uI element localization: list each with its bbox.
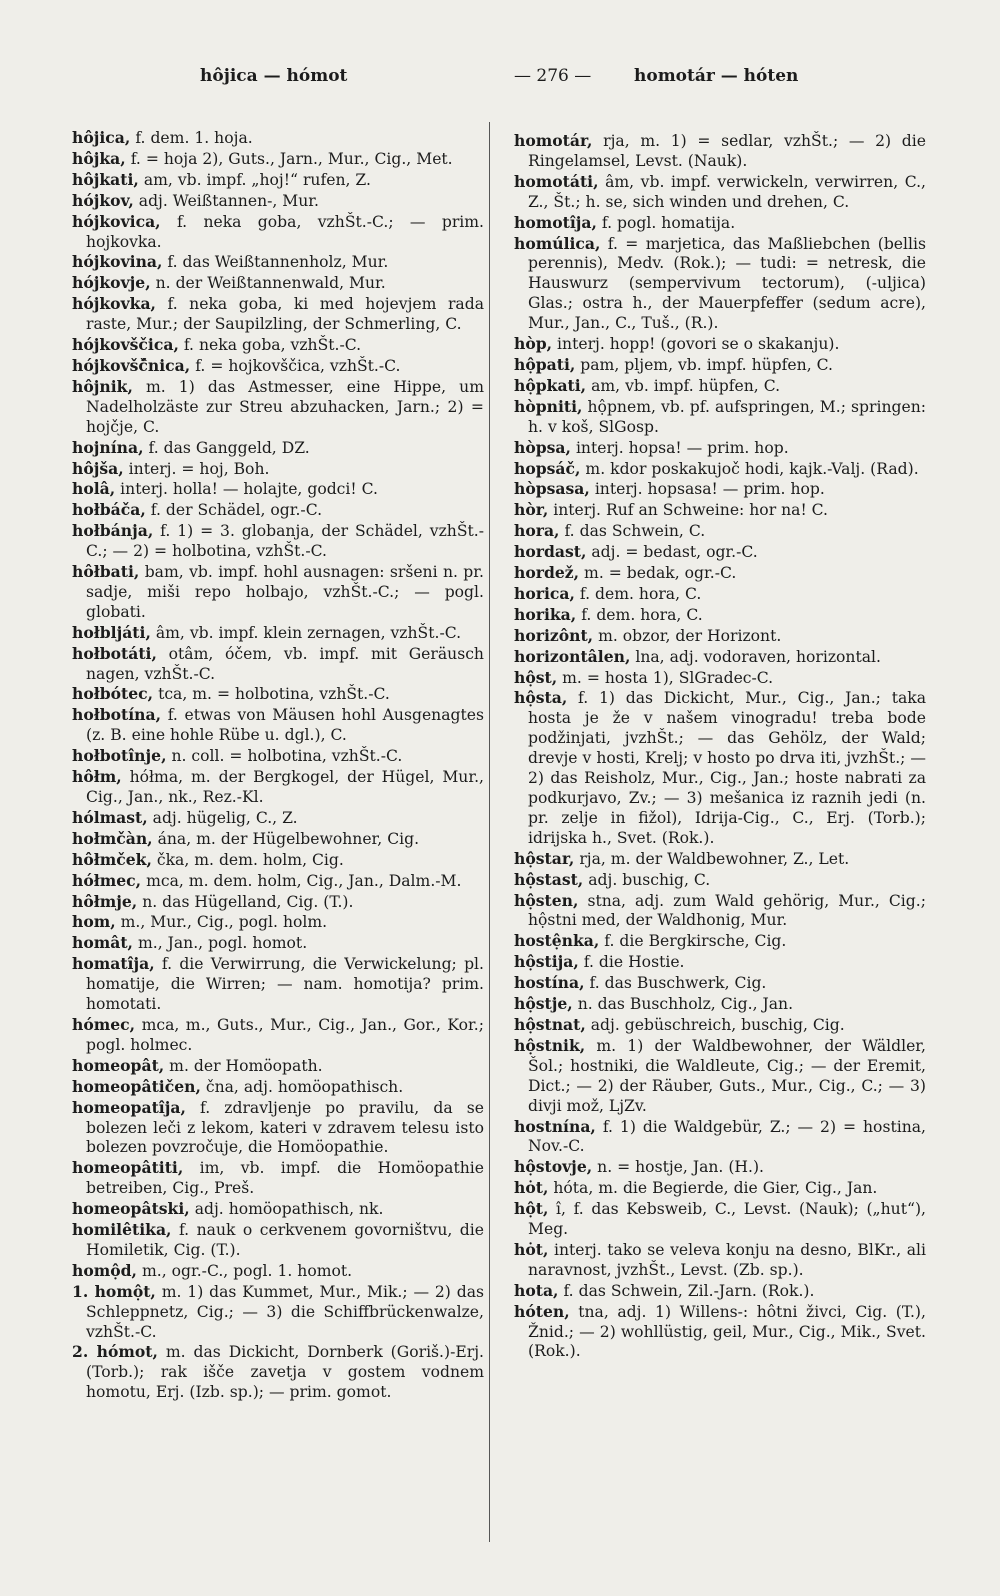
dictionary-entry	[514, 397, 926, 438]
dictionary-entry	[72, 149, 484, 170]
dictionary-entry	[514, 131, 926, 172]
dictionary-entry	[72, 850, 484, 871]
entry-headword: hómec,	[72, 1014, 136, 1034]
dictionary-entry	[72, 954, 484, 1015]
dictionary-entry	[514, 931, 926, 952]
entry-definition: m. obzor, der Horizont.	[598, 626, 782, 645]
entry-definition: m. kdor poskakujoč hodi, kajk.-Valj. (Rad).	[585, 459, 919, 478]
dictionary-entry	[514, 1199, 926, 1240]
entry-headword: hota,	[514, 1280, 559, 1300]
entry-definition: adj. = bedast, ogr.-C.	[591, 543, 758, 562]
entry-headword: hółmec,	[72, 870, 142, 890]
entry-headword: hóten,	[514, 1301, 570, 1321]
entry-definition: interj. Ruf an Schweine: hor na! C.	[553, 501, 828, 520]
dictionary-entry	[514, 668, 926, 689]
dictionary-entry	[72, 377, 484, 438]
dictionary-entry	[72, 912, 484, 933]
entry-headword: hom,	[72, 912, 116, 932]
entry-definition: stna, adj. zum Wald gehörig, Mur., Cig.; hộstni med, der Waldhonig, Mur.	[528, 891, 926, 930]
entry-definition: interj. holla! — holajte, godci! C.	[120, 480, 378, 499]
dictionary-entry	[514, 1117, 926, 1158]
entry-headword: hołbotáti,	[72, 643, 157, 663]
entry-headword: hostệnka,	[514, 931, 600, 951]
entry-headword: hôjša,	[72, 458, 124, 478]
dictionary-entry	[514, 1240, 926, 1281]
dictionary-entry	[72, 705, 484, 746]
entry-definition: f. neka goba, vzhŠt.-C.; — prim. hojkovka.	[86, 212, 484, 251]
entry-definition: f. der Schädel, ogr.-C.	[150, 501, 323, 520]
entry-definition: f. = marjetica, das Maßliebchen (bellis perennis), Medv. (Rok.); — tudi: = netresk, die Hauswurz (sempervivum tectorum), (-uljica) Glas.; ostra h., der Mauerpfeffer (sedum acre), Mur., Jan., C., Tuš., (R.).	[528, 234, 926, 333]
entry-definition: m. das Dickicht, Dornberk (Goriš.)-Erj. (Torb.); rak išče zavetja v gostem vodnem homotu, Erj. (Izb. sp.); — prim. gomot.	[86, 1343, 484, 1402]
entry-headword: homotîja,	[514, 212, 597, 232]
entry-definition: adj. hügelig, C., Z.	[152, 808, 298, 827]
entry-definition: f. 1) = 3. globanja, der Schädel, vzhŠt.-C.; — 2) = holbotina, vzhŠt.-C.	[86, 522, 485, 561]
entry-headword: hộstnik,	[514, 1035, 586, 1055]
dictionary-entry	[72, 1342, 484, 1403]
entry-headword: homúlica,	[514, 233, 601, 253]
entry-definition: bam, vb. impf. hohl ausnagen: sršeni n. pr. sadje, miši repo holbajo, vzhŠt.-C.; — pogl. globati.	[86, 563, 484, 621]
page-number: — 276 —	[514, 66, 592, 86]
entry-definition: lna, adj. vodoraven, horizontal.	[635, 647, 881, 666]
entry-definition: mca, m., Guts., Mur., Cig., Jan., Gor., Kor.; pogl. holmec.	[86, 1015, 484, 1054]
entry-definition: am, vb. impf. hüpfen, C.	[591, 376, 781, 395]
entry-headword: hopsáč,	[514, 458, 581, 478]
entry-headword: hojnína,	[72, 437, 144, 457]
dictionary-entry	[72, 562, 484, 623]
dictionary-entry	[514, 973, 926, 994]
entry-headword: horizontâlen,	[514, 646, 631, 666]
entry-definition: mca, m. dem. holm, Cig., Jan., Dalm.-M.	[146, 871, 462, 890]
dictionary-entry	[72, 1098, 484, 1159]
entry-headword: hôjica,	[72, 128, 131, 147]
entry-definition: hółma, m. der Bergkogel, der Hügel, Mur., Cig., Jan., nk., Rez.-Kl.	[86, 768, 484, 806]
dictionary-entry	[72, 252, 484, 273]
dictionary-entry	[72, 294, 484, 335]
entry-headword: 1. homột,	[72, 1281, 156, 1301]
entry-definition: m. = hosta 1), SlGradec-C.	[562, 668, 774, 687]
dictionary-entry	[514, 521, 926, 542]
entry-definition: interj. tako se veleva konju na desno, BlKr., ali naravnost, jvzhŠt., Levst. (Zb. sp.).	[528, 1240, 926, 1279]
entry-headword: hołbotína,	[72, 705, 162, 725]
entry-headword: hòpsasa,	[514, 479, 590, 499]
dictionary-entry	[72, 335, 484, 356]
entry-definition: f. zdravljenje po pravilu, da se bolezen leči z lekom, kateri v zdravem telesu isto bolezen povzročuje, die Homöopathie.	[86, 1098, 484, 1157]
dictionary-entry	[514, 376, 926, 397]
entry-headword: 2. hómot,	[72, 1342, 158, 1362]
entry-definition: f. neka goba, vzhŠt.-C.	[183, 336, 362, 355]
entry-headword: hộstast,	[514, 869, 584, 889]
dictionary-entry	[72, 933, 484, 954]
entry-headword: hộstovje,	[514, 1157, 593, 1177]
entry-definition: f. = hoja 2), Guts., Jarn., Mur., Cig., Met.	[130, 149, 453, 168]
entry-definition: f. dem. hora, C.	[581, 605, 703, 624]
entry-definition: interj. = hoj, Boh.	[128, 459, 270, 478]
entry-headword: hójkovka,	[72, 294, 156, 314]
entry-headword: hôjka,	[72, 148, 126, 168]
entry-headword: hôłm,	[72, 767, 122, 787]
entry-headword: hộpkati,	[514, 375, 587, 395]
dictionary-entry	[514, 849, 926, 870]
entry-definition: f. etwas von Mäusen hohl Ausgenagtes (z. B. eine hohle Rübe u. dgl.), C.	[86, 706, 484, 745]
dictionary-entry	[72, 1261, 484, 1282]
entry-headword: hójkovina,	[72, 252, 163, 272]
entry-definition: adj. buschig, C.	[588, 870, 711, 889]
entry-definition: adj. homöopathisch, nk.	[194, 1200, 384, 1219]
entry-headword: hołbljáti,	[72, 622, 151, 642]
dictionary-entry	[72, 1015, 484, 1056]
entry-headword: horizônt,	[514, 625, 594, 645]
entry-definition: f. dem. hora, C.	[579, 584, 702, 603]
dictionary-entry	[514, 479, 926, 500]
entry-definition: ána, m. der Hügelbewohner, Cig.	[157, 829, 420, 848]
entry-headword: homộd,	[72, 1260, 137, 1280]
entry-definition: f. neka goba, ki med hojevjem rada raste, Mur.; der Saupilzling, der Schmerling, C.	[86, 295, 484, 334]
dictionary-entry	[72, 644, 484, 685]
entry-headword: hộstija,	[514, 952, 579, 972]
entry-definition: m. der Homöopath.	[169, 1056, 323, 1075]
header-left-guideword: hôjica — hómot	[200, 66, 348, 86]
entry-definition: f. nauk o cerkvenem govorništvu, die Homiletik, Cig. (T.).	[86, 1221, 485, 1259]
dictionary-entry	[514, 1157, 926, 1178]
entry-headword: hộstar,	[514, 848, 575, 868]
dictionary-entry	[514, 438, 926, 459]
entry-definition: n. das Buschholz, Cig., Jan.	[577, 995, 794, 1014]
entry-headword: hołbotînje,	[72, 746, 167, 766]
entry-definition: âm, vb. impf. verwickeln, verwirren, C., Z., Št.; h. se, sich winden und drehen, C.	[528, 172, 926, 211]
dictionary-entry	[72, 212, 484, 253]
entry-headword: hójkovšč̂nica,	[72, 355, 191, 375]
entry-definition: f. die Verwirrung, die Verwickelung; pl. homatije, die Wirren; — nam. homotija? prim. homotati.	[86, 955, 484, 1014]
entry-definition: f. das Schwein, Zil.-Jarn. (Rok.).	[563, 1281, 815, 1300]
dictionary-entry	[72, 1077, 484, 1098]
dictionary-entry	[514, 1281, 926, 1302]
entry-headword: hora,	[514, 521, 560, 541]
entry-headword: hójkovica,	[72, 211, 161, 231]
dictionary-entry	[72, 1199, 484, 1220]
entry-definition: m. 1) das Astmesser, eine Hippe, um Nadelholzäste zur Streu abzuhacken, Jarn.; 2) = hojčje, C.	[86, 377, 484, 436]
dictionary-entry	[72, 191, 484, 212]
entry-definition: čna, adj. homöopathisch.	[205, 1077, 404, 1096]
dictionary-entry	[72, 767, 484, 808]
entry-definition: im, vb. impf. die Homöopathie betreiben, Cig., Preš.	[86, 1159, 484, 1198]
dictionary-entry	[514, 234, 926, 335]
entry-definition: f. das Weißtannenholz, Mur.	[167, 253, 389, 272]
entry-headword: hòp,	[514, 334, 553, 354]
entry-definition: f. das Schwein, C.	[564, 522, 706, 541]
entry-definition: f. = hojkovščica, vzhŠt.-C.	[195, 356, 401, 375]
entry-definition: hóta, m. die Begierde, die Gier, Cig., Jan.	[553, 1179, 878, 1198]
entry-definition: hộpnem, vb. pf. aufspringen, M.; springen: h. v koš, SlGosp.	[528, 397, 926, 436]
entry-definition: f. die Hostie.	[583, 953, 685, 972]
entry-headword: homatîja,	[72, 954, 155, 974]
entry-headword: hộpati,	[514, 354, 576, 374]
dictionary-entry	[72, 684, 484, 705]
entry-definition: m., Mur., Cig., pogl. holm.	[120, 913, 328, 932]
entry-headword: hołbánja,	[72, 521, 154, 541]
dictionary-entry	[514, 1302, 926, 1363]
entry-definition: adj. gebüschreich, buschig, Cig.	[590, 1015, 845, 1034]
entry-headword: hołbáča,	[72, 500, 146, 520]
dictionary-entry	[514, 952, 926, 973]
dictionary-entry	[72, 871, 484, 892]
entry-headword: homât,	[72, 933, 133, 953]
entry-definition: f. dem. 1. hoja.	[135, 129, 253, 147]
entry-headword: hôjnik,	[72, 376, 133, 396]
entry-headword: homeopatîja,	[72, 1097, 186, 1117]
entry-headword: hòpniti,	[514, 396, 583, 416]
entry-definition: tca, m. = holbotina, vzhŠt.-C.	[158, 685, 390, 704]
entry-definition: m. = bedak, ogr.-C.	[584, 564, 737, 583]
dictionary-entry	[514, 213, 926, 234]
entry-headword: homeopâtiti,	[72, 1158, 184, 1178]
entry-headword: hordež,	[514, 563, 580, 583]
dictionary-entry	[72, 170, 484, 191]
entry-headword: hòpsa,	[514, 437, 571, 457]
entry-definition: interj. hopp! (govori se o skakanju).	[557, 335, 840, 354]
entry-definition: adj. Weißtannen-, Mur.	[138, 191, 320, 210]
entry-definition: f. die Bergkirsche, Cig.	[604, 932, 787, 951]
entry-definition: čka, m. dem. holm, Cig.	[156, 850, 344, 869]
entry-definition: f. 1) das Dickicht, Mur., Cig., Jan.; taka hosta je že v našem vinogradu! treba bode podžinjati, jvzhŠt.; — das Gehölz, der Wald; drevje v hosti, Krelj; v hosto po drva iti, jvzhŠt.; — 2) das Reisholz, Mur., Cig., Jan.; hoste nabrati za podkurjavo, Zv.; — 3) mešanica iz raznih jedi (n. pr. zelje in fižol), Idrija-Cig., C., Erj. (Torb.); idrijska h., Svet. (Rok.).	[528, 689, 927, 847]
dictionary-entry	[514, 891, 926, 932]
entry-definition: tna, adj. 1) Willens-: hôtni živci, Cig. (T.), Žnid.; — 2) wohllüstig, geil, Mur., Cig., Mik., Svet. (Rok.).	[528, 1302, 926, 1361]
entry-headword: hostína,	[514, 973, 585, 993]
entry-headword: hôłmje,	[72, 891, 138, 911]
entry-definition: interj. hopsa! — prim. hop.	[575, 438, 789, 457]
entry-definition: m. 1) der Waldbewohner, der Wäldler, Šol.; hostniki, die Waldleute, Cig.; — der Eremit, Dict.; — 2) der Räuber, Guts., Mur., Cig., C.; — 3) divji mož, LjZv.	[528, 1036, 927, 1115]
dictionary-entry	[514, 626, 926, 647]
entry-definition: m., ogr.-C., pogl. 1. homot.	[141, 1261, 353, 1280]
entry-definition: otâm, óčem, vb. impf. mit Geräusch nagen, vzhŠt.-C.	[86, 644, 484, 683]
dictionary-entry	[514, 459, 926, 480]
entry-definition: pam, pljem, vb. impf. hüpfen, C.	[580, 355, 833, 374]
entry-headword: hordast,	[514, 542, 587, 562]
dictionary-entry	[72, 500, 484, 521]
entry-headword: hôłmček,	[72, 849, 152, 869]
entry-headword: hộstnat,	[514, 1014, 586, 1034]
running-header	[60, 62, 940, 92]
entry-headword: homotáti,	[514, 171, 599, 191]
dictionary-entry	[514, 1178, 926, 1199]
entry-headword: hộstje,	[514, 994, 573, 1014]
dictionary-entry	[72, 356, 484, 377]
dictionary-entry	[72, 892, 484, 913]
entry-definition: n. coll. = holbotina, vzhŠt.-C.	[171, 747, 403, 766]
dictionary-entry	[72, 623, 484, 644]
dictionary-entry	[72, 459, 484, 480]
entry-definition: f. das Ganggeld, DZ.	[148, 438, 310, 457]
dictionary-entry	[72, 1158, 484, 1199]
column-divider	[489, 122, 490, 1542]
dictionary-entry	[72, 273, 484, 294]
entry-definition: n. das Hügelland, Cig. (T.).	[142, 892, 354, 911]
entry-headword: hộst,	[514, 667, 558, 687]
dictionary-entry	[72, 128, 484, 149]
entry-definition: f. das Buschwerk, Cig.	[589, 974, 767, 993]
dictionary-entry	[514, 542, 926, 563]
dictionary-entry	[72, 521, 484, 562]
entry-definition: rja, m. 1) = sedlar, vzhŠt.; — 2) die Ringelamsel, Levst. (Nauk).	[528, 132, 926, 170]
entry-headword: hostnína,	[514, 1116, 596, 1136]
entry-definition: rja, m. der Waldbewohner, Z., Let.	[579, 849, 850, 868]
dictionary-entry	[514, 584, 926, 605]
entry-headword: horika,	[514, 604, 577, 624]
dictionary-entry	[514, 994, 926, 1015]
entry-headword: hȯt,	[514, 1239, 549, 1259]
entry-definition: n. = hostje, Jan. (H.).	[597, 1158, 764, 1177]
entry-headword: homeopâtičen,	[72, 1076, 201, 1096]
dictionary-entry	[514, 355, 926, 376]
entry-headword: hòr,	[514, 500, 549, 520]
entry-headword: homotár,	[514, 131, 593, 150]
dictionary-entry	[514, 1015, 926, 1036]
entry-headword: hołmčàn,	[72, 828, 153, 848]
dictionary-entry	[72, 1220, 484, 1261]
dictionary-entry	[72, 479, 484, 500]
dictionary-entry	[514, 172, 926, 213]
entry-headword: horica,	[514, 583, 575, 603]
entry-headword: hójkovje,	[72, 273, 151, 293]
left-column	[72, 128, 484, 1403]
entry-definition: f. pogl. homatija.	[601, 213, 736, 232]
entry-headword: hójkovščica,	[72, 335, 179, 355]
right-column	[514, 131, 926, 1362]
entry-definition: interj. hopsasa! — prim. hop.	[594, 480, 825, 499]
dictionary-entry	[514, 500, 926, 521]
dictionary-entry	[72, 438, 484, 459]
entry-definition: am, vb. impf. „hoj!“ rufen, Z.	[143, 170, 371, 189]
dictionary-entry	[514, 605, 926, 626]
entry-headword: hólmast,	[72, 807, 148, 827]
entry-headword: hȯt,	[514, 1178, 549, 1198]
dictionary-entry	[514, 334, 926, 355]
entry-definition: î, f. das Kebsweib, C., Levst. (Nauk); („hut“), Meg.	[528, 1200, 926, 1239]
dictionary-entry	[514, 563, 926, 584]
entry-headword: hộsta,	[514, 688, 568, 708]
entry-headword: hột,	[514, 1199, 549, 1219]
entry-headword: hołbótec,	[72, 684, 154, 704]
entry-headword: hójkov,	[72, 190, 134, 210]
dictionary-entry	[514, 1036, 926, 1117]
entry-definition: m., Jan., pogl. homot.	[137, 934, 308, 953]
dictionary-entry	[72, 1282, 484, 1343]
dictionary-entry	[514, 647, 926, 668]
entry-headword: homeopâtski,	[72, 1199, 190, 1219]
dictionary-entry	[514, 870, 926, 891]
entry-definition: f. 1) die Waldgebür, Z.; — 2) = hostina, Nov.-C.	[528, 1117, 926, 1156]
entry-headword: holâ,	[72, 479, 116, 499]
entry-definition: âm, vb. impf. klein zernagen, vzhŠt.-C.	[155, 623, 462, 642]
dictionary-entry	[72, 746, 484, 767]
entry-headword: homeopât,	[72, 1055, 165, 1075]
entry-headword: homilêtika,	[72, 1220, 172, 1240]
dictionary-entry	[72, 1056, 484, 1077]
dictionary-entry	[72, 829, 484, 850]
entry-definition: m. 1) das Kummet, Mur., Mik.; — 2) das Schleppnetz, Cig.; — 3) die Schiffbrückenwalze, vzhŠt.-C.	[86, 1282, 484, 1341]
dictionary-entry	[72, 808, 484, 829]
entry-definition: n. der Weißtannenwald, Mur.	[155, 274, 386, 293]
entry-headword: hộsten,	[514, 890, 579, 910]
entry-headword: hôłbati,	[72, 562, 140, 582]
entry-headword: hôjkati,	[72, 169, 139, 189]
dictionary-entry	[514, 688, 926, 848]
header-right-guideword: homotár — hóten	[634, 66, 799, 86]
